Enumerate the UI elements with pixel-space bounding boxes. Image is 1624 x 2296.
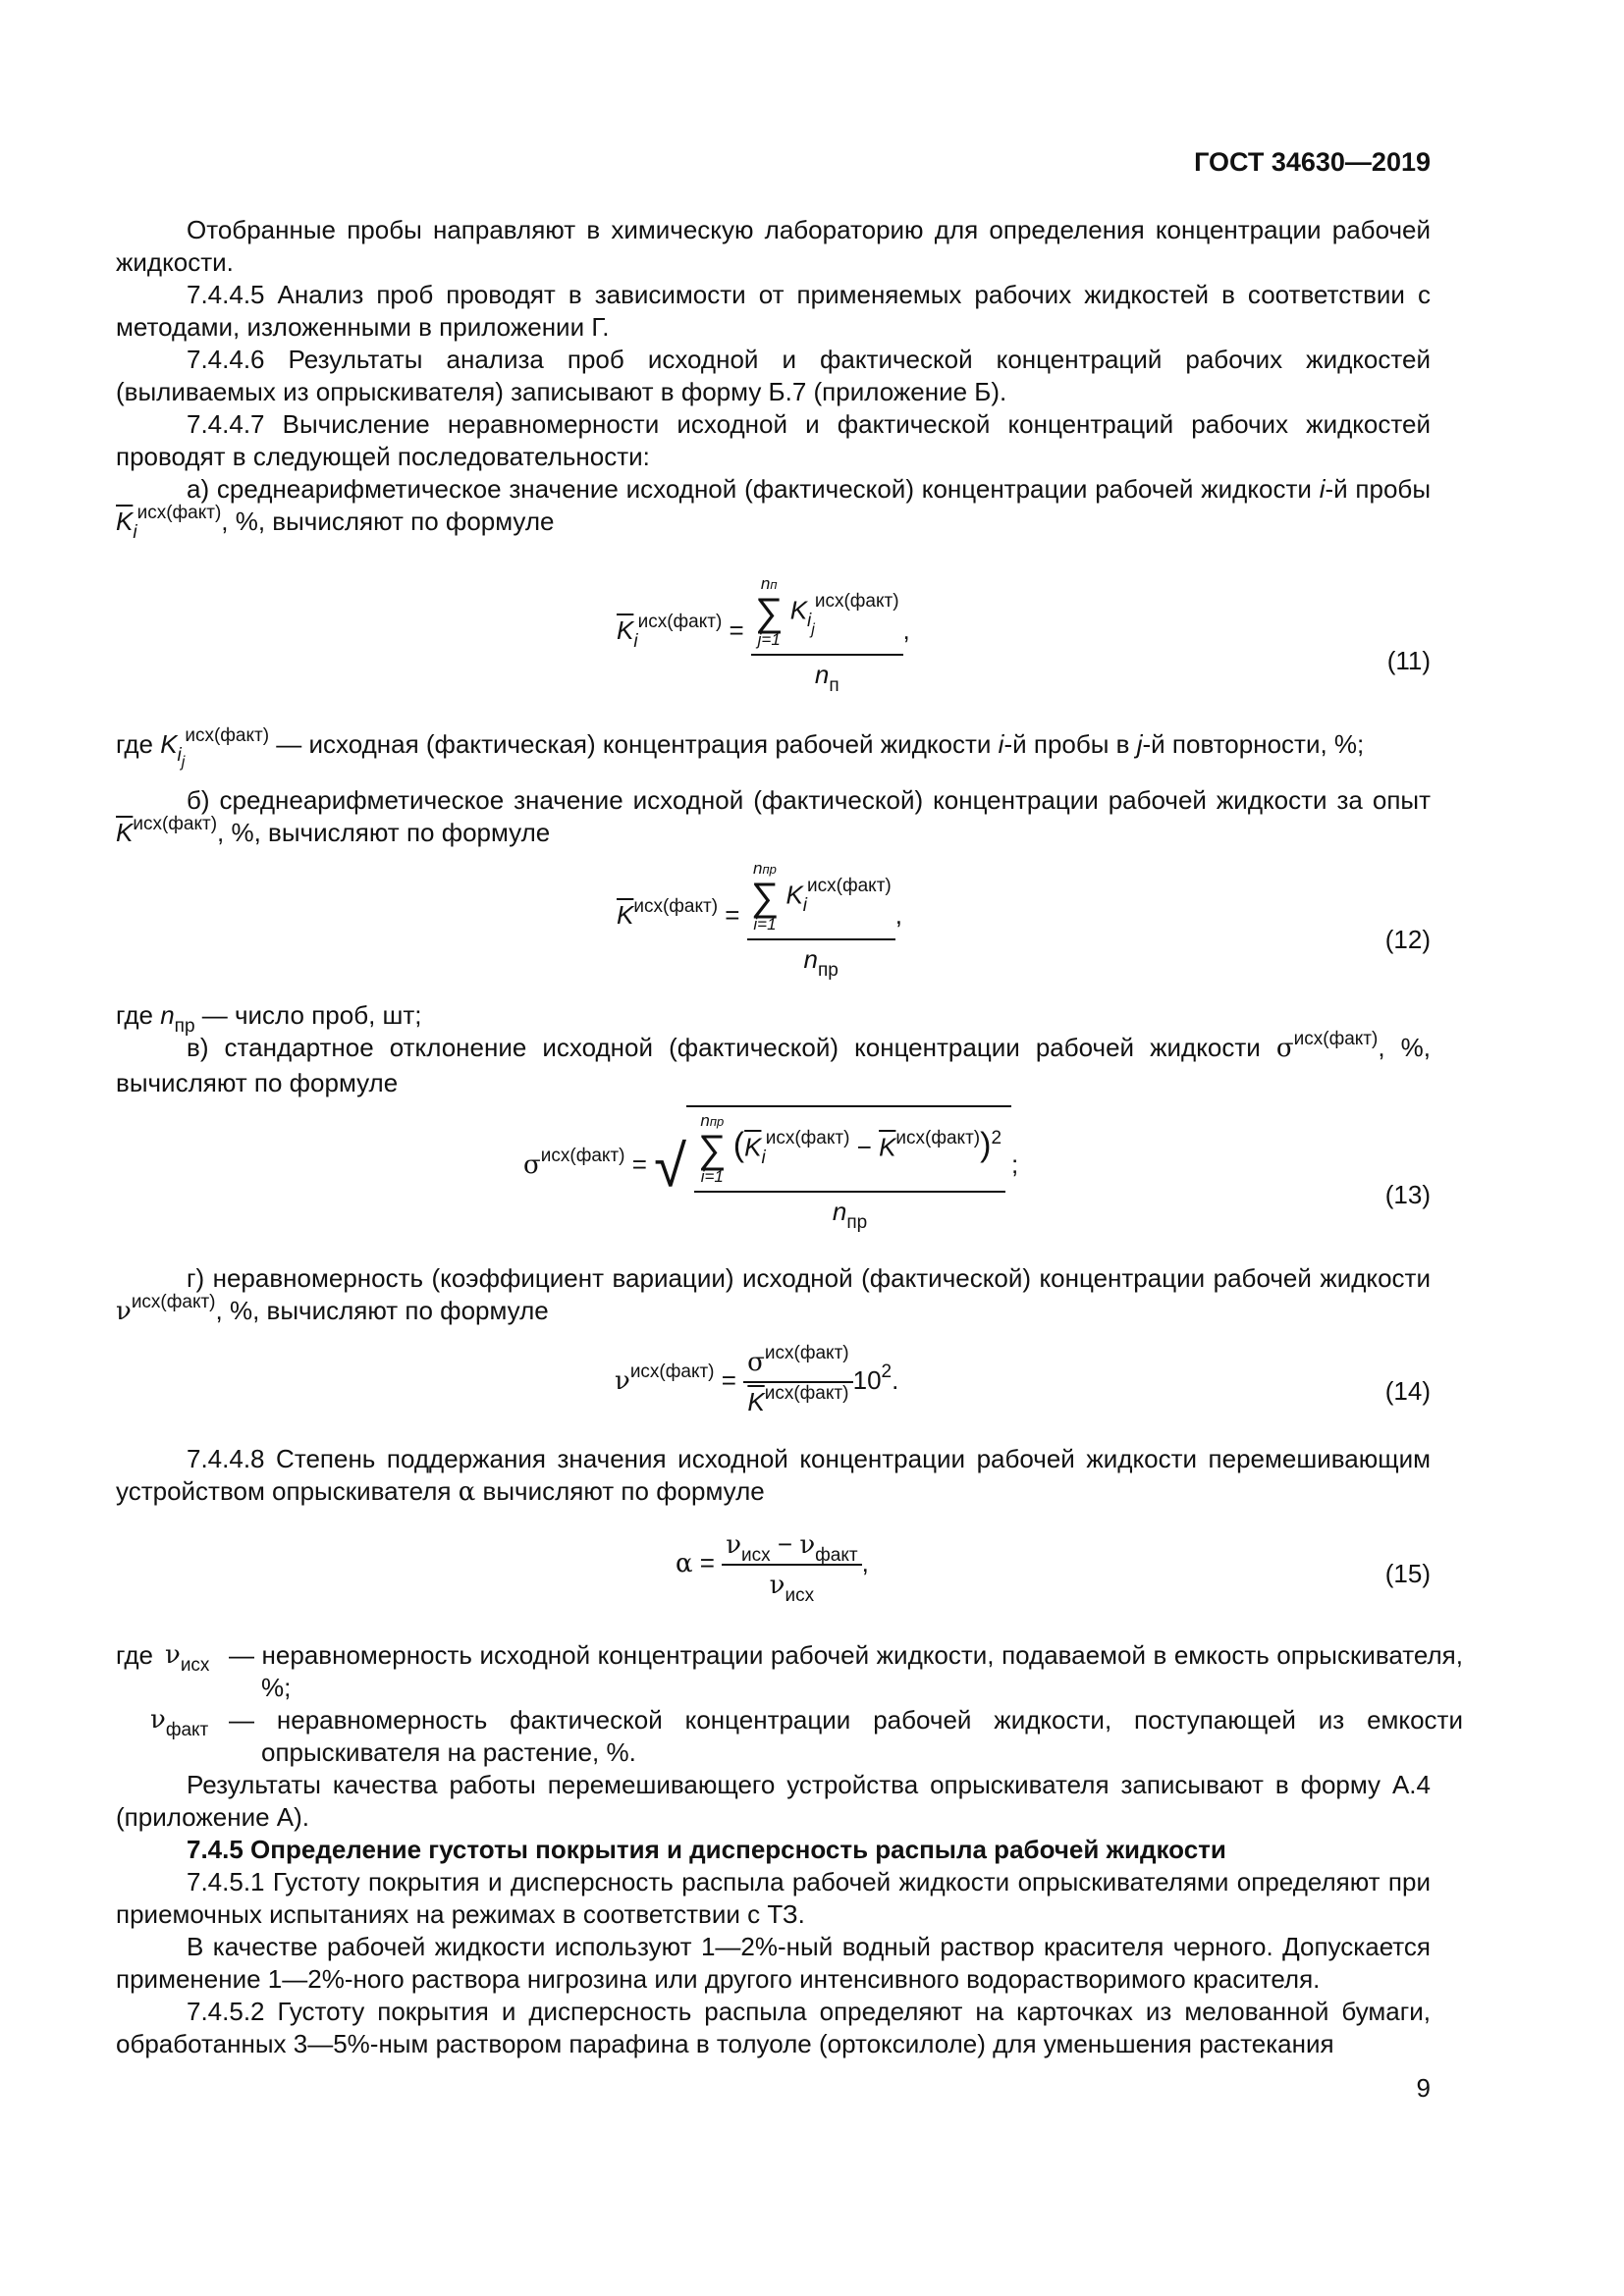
formula-number-14: (14) [1384,1376,1431,1406]
page-number: 9 [1416,2073,1431,2103]
paragraph-item-a: а) среднеарифметическое значение исходной (фактической) концентрации рабочей жидкости i-й пробы $\overline{K}_i^{исх(факт)}$, %, вычисляют по формуле [116,474,1432,543]
formula-15: α = $\frac{\nu_{исх} - \nu_{факт}}{\nu_{исх}}$ , (15) [676,1529,1431,1606]
formula-11: $\overline{K}_i^{исх(факт)}$ = nп ∑ j=1 $K_{ij}^{исх(факт)}$ $n_п$ , (11) [617,574,1431,696]
paragraph-item-b: б) среднеарифметическое значение исходной (фактической) концентрации рабочей жидкости за опыт $\overline{K}^{исх(факт)}$, %, вычисляют по формуле [116,785,1431,847]
paragraph-working-fluid: В качестве рабочей жидкости используют 1—2%-ный водный раствор красителя черного. Допускается применение 1—2%-ного раствора нигрозина или другого интенсивного водорастворимого красителя. [116,1932,1431,1994]
section-heading-7-4-5: 7.4.5 Определение густоты покрытия и дисперсность распыла рабочей жидкости [187,1835,1226,1864]
formula-number-11: (11) [1386,646,1431,675]
document-id: ГОСТ 34630—2019 [1194,147,1431,177]
paragraph-7-4-5-1: 7.4.5.1 Густоту покрытия и дисперсность распыла рабочей жидкости опрыскивателями определяют при приемочных испытаниях на режимах в соответствии с ТЗ. [116,1867,1431,1929]
paragraph-results-mixing: Результаты качества работы перемешивающего устройства опрыскивателя записывают в форму А.4 (приложение А). [116,1770,1431,1832]
where-definition-K-ij: где $K_{ij}^{исх(факт)}$ — исходная (фактическая) концентрация рабочей жидкости i-й пробы в j-й повторности, %; [116,725,1365,771]
paragraph-item-v: в) стандартное отклонение исходной (фактической) концентрации рабочей жидкости $\sigma^{исх(факт)}$, %, вычисляют по формуле [116,1029,1431,1097]
paragraph-7-4-4-8: 7.4.4.8 Степень поддержания значения исходной концентрации рабочей жидкости перемешивающим устройством опрыскивателя α вычисляют по формуле [116,1444,1431,1507]
formula-number-15: (15) [1384,1559,1431,1588]
paragraph-7-4-4-6: 7.4.4.6 Результаты анализа проб исходной и фактической концентраций рабочих жидкостей (выливаемых из опрыскивателя) записывают в форму Б.7 (приложение Б). [116,345,1431,406]
formula-14: $\nu^{исх(факт)}$ = $\frac{\sigma^{исх(факт)}}{\overline{K}^{исх(факт)}}$ $10^2$. (14) [615,1343,1431,1416]
formula-12: $\overline{K}^{исх(факт)}$ = nпр ∑ i=1 $K_i^{исх(факт)}$ $n_{пр}$ , (12) [617,859,1431,981]
paragraph-item-g: г) неравномерность (коэффициент вариации) исходной (фактической) концентрации рабочей жидкости $\nu^{исх(факт)}$, %, вычисляют по формуле [116,1263,1431,1326]
where-definition-n-pr: где $n_{пр}$ — число проб, шт; [116,1000,422,1037]
radical-sign: √ [654,1133,687,1200]
formula-number-12: (12) [1384,925,1431,954]
formula-number-13: (13) [1384,1180,1431,1209]
paragraph-7-4-4-5: 7.4.4.5 Анализ проб проводят в зависимости от применяемых рабочих жидкостей в соответствии с методами, изложенными в приложении Г. [116,280,1431,342]
formula-13: $\sigma^{исх(факт)}$ = √ nпр ∑ i=1 $(\overline{K}_i^{исх(факт)} - \overline{K}^{исх(факт)})^2$ $n_{пр}$ ; (13) [116,1097,1431,1255]
paragraph-7-4-5-2: 7.4.5.2 Густоту покрытия и дисперсность распыла определяют на карточках из мелованной бумаги, обработанных 3—5%-ным раствором парафина в толуоле (ортоксилоле) для уменьшения растекания [116,1997,1431,2058]
paragraph-7-4-4-7: 7.4.4.7 Вычисление неравномерности исходной и фактической концентраций рабочих жидкостей проводят в следующей последовательности: [116,409,1431,471]
paragraph-samples-to-lab: Отобранные пробы направляют в химическую лабораторию для определения концентрации рабочей жидкости. [116,215,1431,277]
